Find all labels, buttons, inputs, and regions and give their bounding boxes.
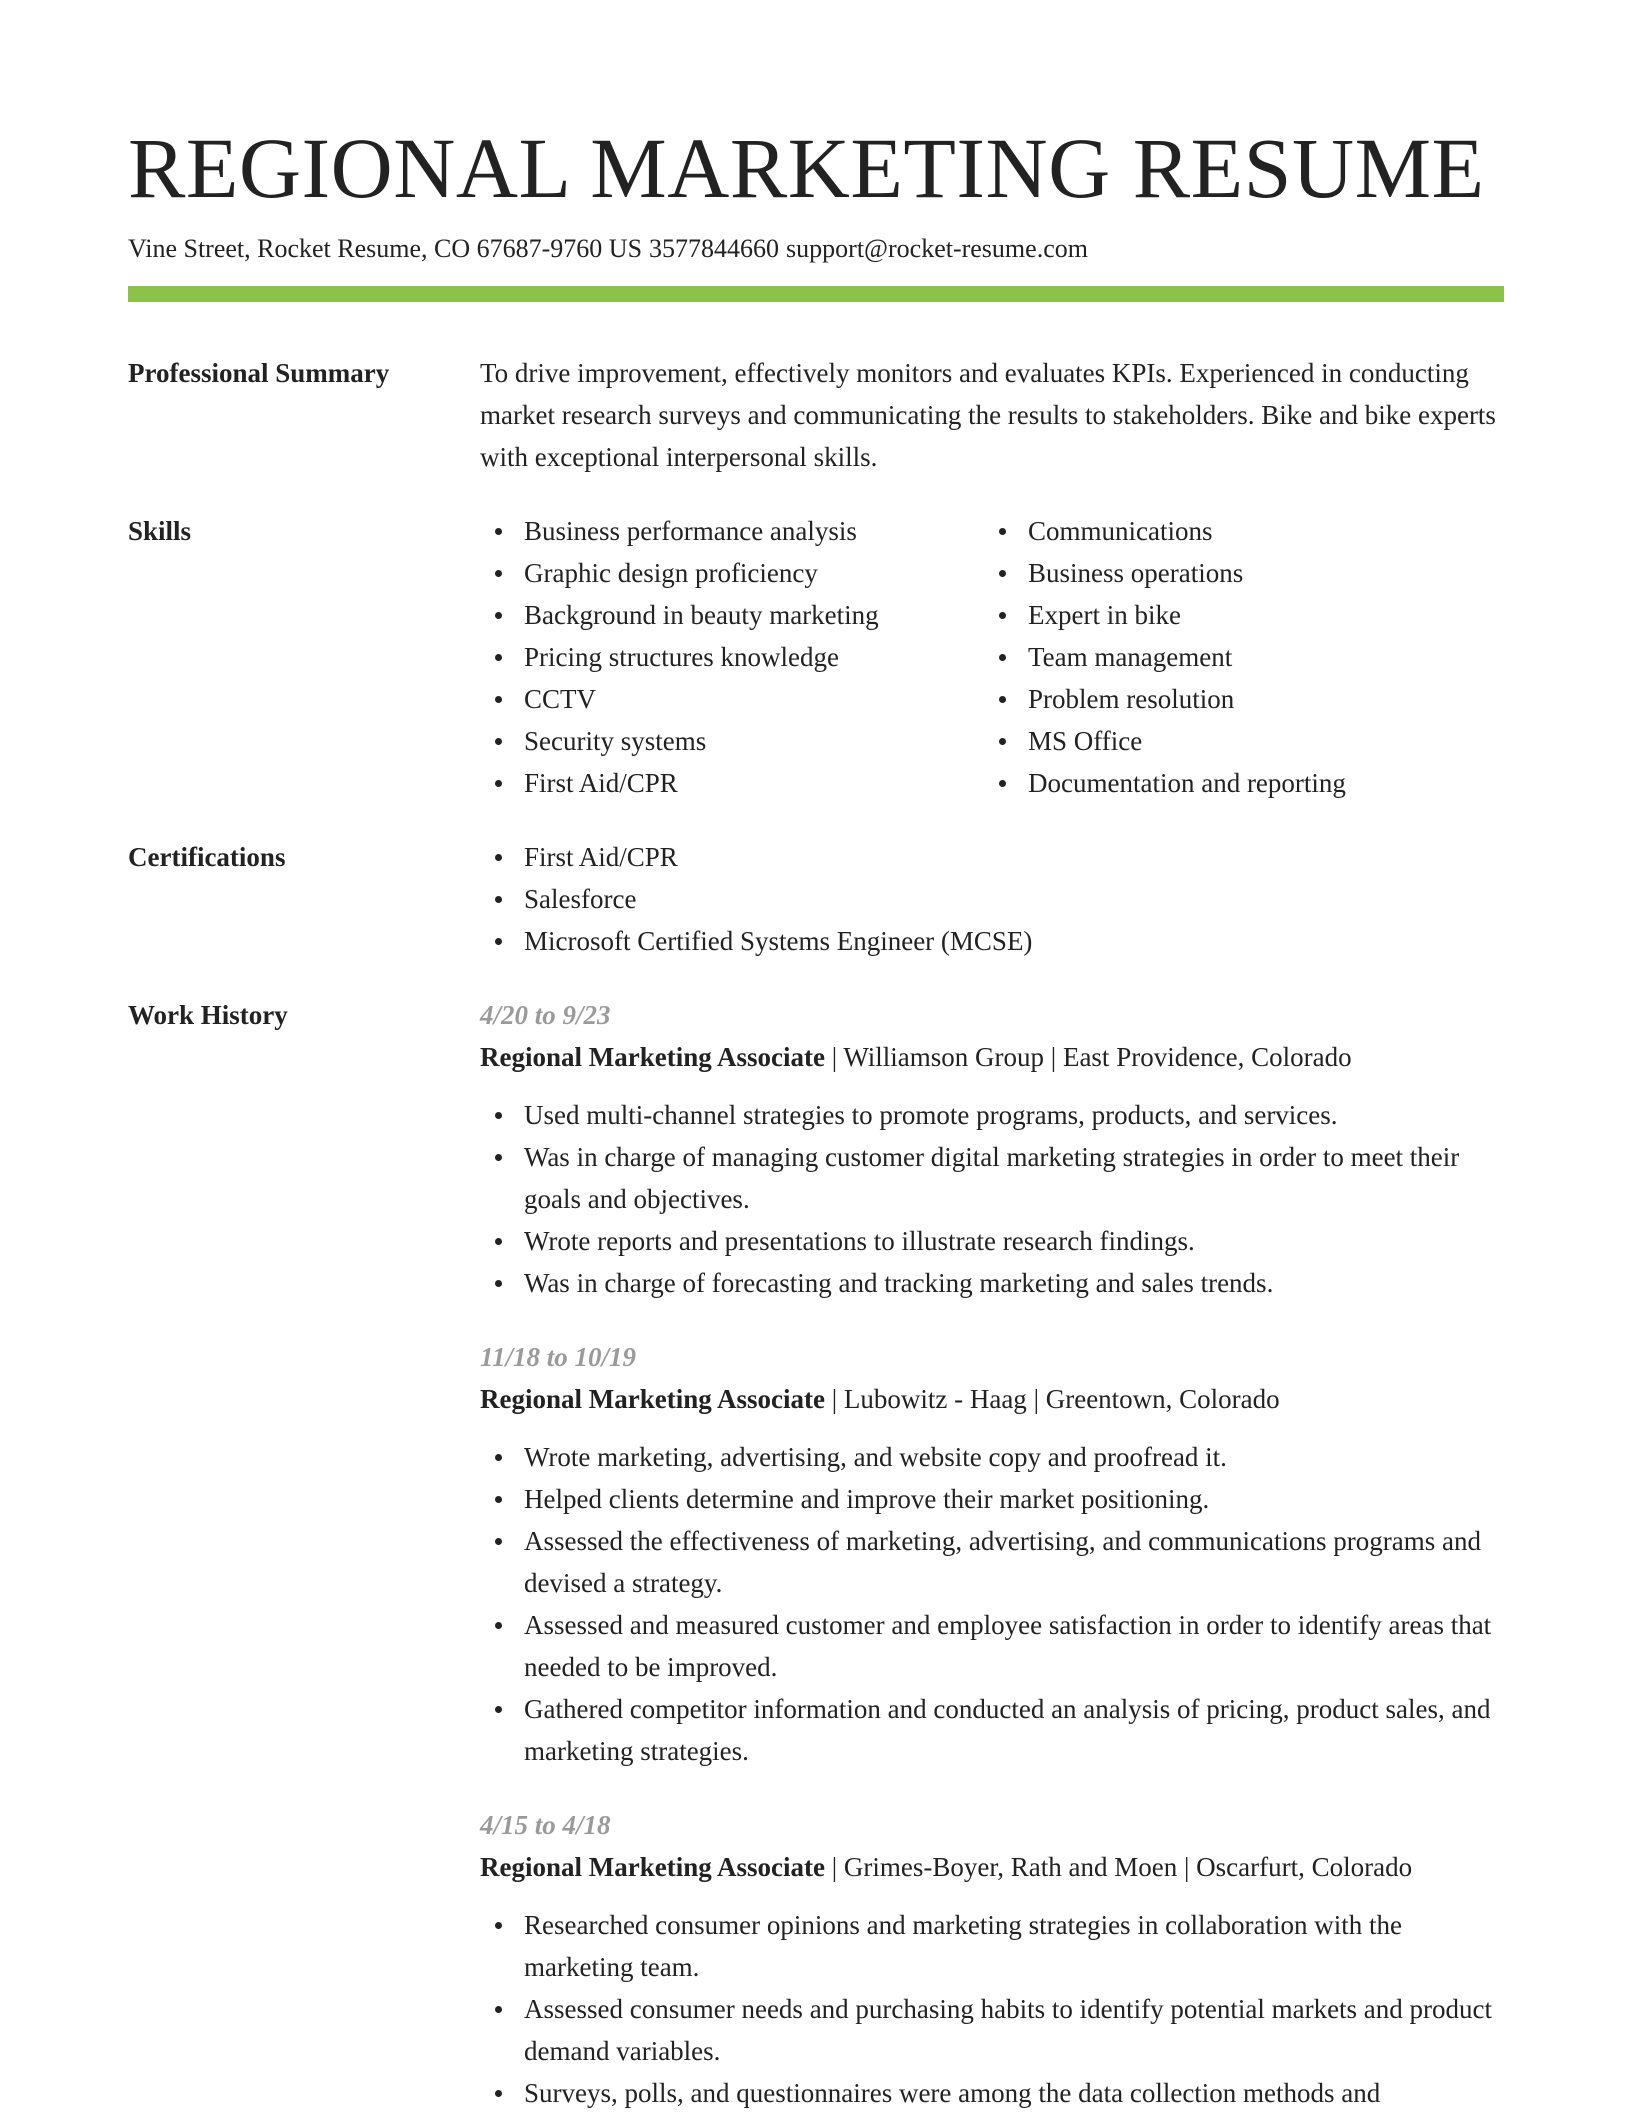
skill-item: Documentation and reporting [984,762,1484,804]
skills-grid [480,510,1504,804]
resume-name: REGIONAL MARKETING RESUME [128,120,1485,216]
certifications-list [480,836,1504,962]
skill-item: Team management [984,636,1484,678]
work-history-section [128,994,1504,2114]
job-title: Regional Marketing Associate [480,1852,825,1882]
certification-item: Salesforce [480,878,1504,920]
skills-column-1 [480,510,984,804]
job-bullet: Assessed and measured customer and employee satisfaction in order to identify areas that needed to be improved. [480,1604,1504,1688]
skill-item: First Aid/CPR [480,762,984,804]
resume-page [128,0,1504,2114]
job-bullets [480,1094,1504,1304]
contact-address: Vine Street, Rocket Resume, CO 67687-9760 US [128,234,643,263]
section-title: Skills [128,516,192,546]
skill-item: Business operations [984,552,1484,594]
certifications-section [128,836,1504,962]
job-location: Oscarfurt, Colorado [1196,1852,1413,1882]
skill-item: CCTV [480,678,984,720]
certification-item: First Aid/CPR [480,836,1504,878]
certifications-body [480,836,1504,962]
skill-item: Security systems [480,720,984,762]
job-heading: Regional Marketing Associate | Williamson Group | East Providence, Colorado [480,1042,1352,1072]
contact-phone: 3577844660 [649,234,780,263]
contact-line [128,232,1504,266]
job-dates: 4/20 to 9/23 [480,1000,611,1030]
job-company: Grimes-Boyer, Rath and Moen [843,1852,1178,1882]
certification-item: Microsoft Certified Systems Engineer (MCSE) [480,920,1504,962]
job-bullet: Wrote marketing, advertising, and website copy and proofread it. [480,1436,1504,1478]
job-location: East Providence, Colorado [1062,1042,1352,1072]
job-bullet: Gathered competitor information and conducted an analysis of pricing, product sales, and marketing strategies. [480,1688,1504,1772]
job-bullets [480,1904,1504,2114]
summary-text: To drive improvement, effectively monitors and evaluates KPIs. Experienced in conducting market research surveys and communicating the results to stakeholders. Bike and bike experts with exceptional interpersonal skills. [480,358,1496,472]
skill-item: Business performance analysis [480,510,984,552]
skill-item: Communications [984,510,1484,552]
job-bullet: Was in charge of managing customer digital marketing strategies in order to meet their goals and objectives. [480,1136,1504,1220]
job-entry [480,994,1504,1304]
job-bullet: Was in charge of forecasting and tracking marketing and sales trends. [480,1262,1504,1304]
job-bullet: Helped clients determine and improve their market positioning. [480,1478,1504,1520]
job-company: Lubowitz - Haag [843,1384,1027,1414]
skills-section [128,510,1504,804]
skill-item: Graphic design proficiency [480,552,984,594]
professional-summary-section [128,352,1504,478]
skill-item: Background in beauty marketing [480,594,984,636]
section-title: Certifications [128,842,286,872]
job-heading: Regional Marketing Associate | Lubowitz - Haag | Greentown, Colorado [480,1384,1280,1414]
job-dates: 4/15 to 4/18 [480,1810,611,1840]
job-location: Greentown, Colorado [1045,1384,1280,1414]
job-bullet: Assessed the effectiveness of marketing, advertising, and communications programs and devised a strategy. [480,1520,1504,1604]
skill-item: Pricing structures knowledge [480,636,984,678]
job-bullet: Researched consumer opinions and marketing strategies in collaboration with the marketing team. [480,1904,1504,1988]
job-entry [480,1804,1504,2114]
job-bullet: Wrote reports and presentations to illustrate research findings. [480,1220,1504,1262]
job-bullets [480,1436,1504,1772]
section-title: Work History [128,1000,288,1030]
job-heading: Regional Marketing Associate | Grimes-Boyer, Rath and Moen | Oscarfurt, Colorado [480,1852,1413,1882]
job-title: Regional Marketing Associate [480,1042,825,1072]
job-title: Regional Marketing Associate [480,1384,825,1414]
job-bullet: Surveys, polls, and questionnaires were among the data collection methods and [480,2072,1504,2114]
skill-item: Expert in bike [984,594,1484,636]
header-divider [128,286,1504,302]
job-entry [480,1336,1504,1772]
job-company: Williamson Group [843,1042,1045,1072]
skill-item: MS Office [984,720,1484,762]
job-dates: 11/18 to 10/19 [480,1342,637,1372]
job-bullet: Assessed consumer needs and purchasing habits to identify potential markets and product demand variables. [480,1988,1504,2072]
section-title: Professional Summary [128,358,390,388]
job-bullet: Used multi-channel strategies to promote programs, products, and services. [480,1094,1504,1136]
skill-item: Problem resolution [984,678,1484,720]
skills-column-2 [984,510,1484,804]
work-history-body [480,994,1504,2114]
contact-email: support@rocket-resume.com [786,234,1088,263]
